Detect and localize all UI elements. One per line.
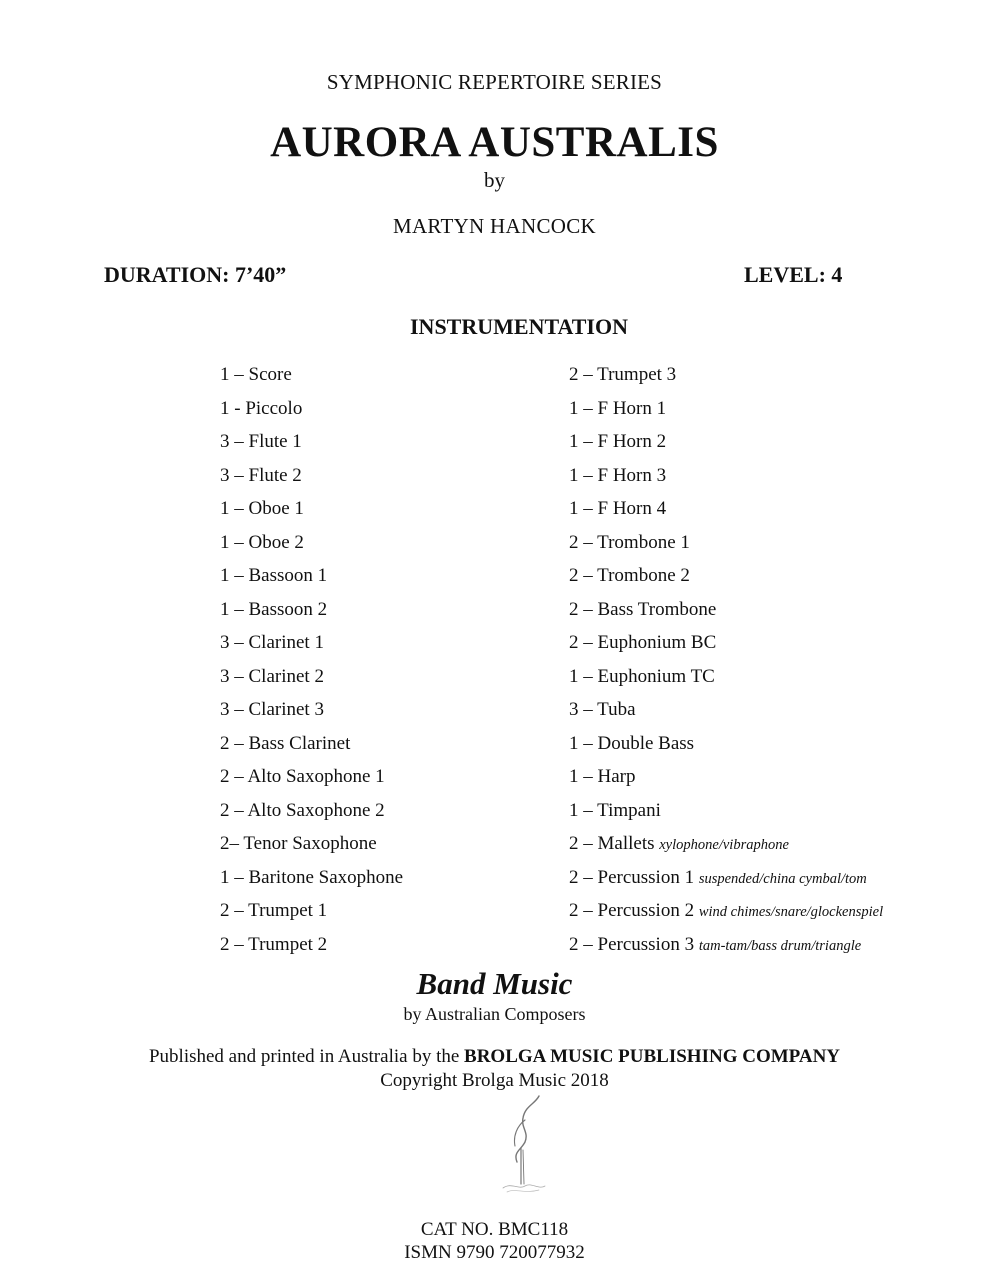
instrument-item [220, 628, 403, 662]
by-australian-composers: by Australian Composers [403, 1004, 586, 1024]
instrument-label: 1 – F Horn 1 [569, 397, 667, 419]
instrumentation-heading: INSTRUMENTATION [410, 314, 628, 339]
instrument-label: 2 – Trumpet 2 [220, 933, 328, 955]
instrument-list-right [569, 360, 883, 963]
series-title: SYMPHONIC REPERTOIRE SERIES [326, 70, 663, 94]
duration: DURATION: 7’40” [104, 262, 287, 287]
instrument-item [220, 461, 403, 495]
instrument-label: 3 – Clarinet 1 [220, 632, 324, 653]
publisher-name: BROLGA MUSIC PUBLISHING COMPANY [464, 1046, 841, 1067]
instrument-item [220, 829, 403, 863]
instrument-item [569, 762, 883, 796]
instrument-item [220, 561, 403, 595]
instrument-item [220, 695, 403, 729]
instrument-label: 2– Tenor Saxophone [220, 833, 377, 854]
instrument-label: 3 – Clarinet 2 [220, 665, 324, 687]
instrument-item [220, 863, 403, 897]
instrument-item [220, 662, 403, 696]
instrument-item [569, 461, 883, 495]
instrument-item [569, 729, 883, 763]
instrument-item [569, 863, 883, 897]
instrument-item [569, 427, 883, 461]
instrument-item [569, 930, 883, 964]
instrument-label: 1 – Baritone Saxophone [220, 866, 404, 888]
instrument-item [569, 595, 883, 629]
instrument-item [569, 662, 883, 696]
instrument-label: 1 – Timpani [569, 799, 661, 821]
instrument-label: 1 – Double Bass [569, 732, 695, 754]
publisher-line [0, 1046, 989, 1068]
instrument-item [220, 528, 403, 562]
instrument-label: 2 – Euphonium BC [569, 632, 717, 653]
instrument-note: wind chimes/snare/glockenspiel [698, 904, 884, 920]
instrument-item [569, 528, 883, 562]
instrument-list-left [220, 360, 403, 963]
instrument-item [220, 729, 403, 763]
instrument-label: 1 – Harp [569, 766, 636, 787]
instrument-item [220, 595, 403, 629]
instrument-label: 1 - Piccolo [220, 397, 303, 419]
instrument-label: 2 – Bass Clarinet [220, 732, 351, 754]
instrument-item [569, 896, 883, 930]
instrument-item [220, 394, 403, 428]
band-music-heading: Band Music [416, 966, 573, 1001]
instrument-item [220, 360, 403, 394]
instrument-item [569, 561, 883, 595]
instrument-label: 3 – Clarinet 3 [220, 699, 324, 720]
instrument-label: 2 – Percussion 1 [569, 866, 695, 888]
instrument-label: 2 – Trumpet 3 [569, 364, 677, 385]
instrument-label: 3 – Tuba [569, 699, 636, 720]
composer-name: MARTYN HANCOCK [392, 214, 597, 238]
instrument-item [220, 427, 403, 461]
instrument-label: 1 – F Horn 2 [569, 431, 667, 452]
instrument-label: 1 – F Horn 3 [569, 464, 667, 486]
instrument-item [220, 762, 403, 796]
instrument-note: tam-tam/bass drum/triangle [698, 937, 862, 954]
piece-title: AURORA AUSTRALIS [270, 119, 719, 166]
instrument-label: 1 – F Horn 4 [569, 498, 667, 519]
by-label: by [484, 168, 505, 192]
instrument-item [569, 360, 883, 394]
instrument-note: suspended/china cymbal/tom [698, 870, 867, 887]
instrument-label: 3 – Flute 1 [220, 431, 302, 452]
instrument-label: 2 – Alto Saxophone 1 [220, 766, 385, 787]
instrument-label: 1 – Euphonium TC [569, 665, 715, 687]
instrument-label: 2 – Percussion 3 [569, 933, 695, 955]
instrument-item [220, 494, 403, 528]
instrument-label: 1 – Oboe 2 [220, 531, 304, 553]
brolga-crane-logo-icon [495, 1092, 551, 1198]
copyright: Copyright Brolga Music 2018 [380, 1070, 609, 1091]
instrument-label: 2 – Percussion 2 [569, 900, 695, 921]
instrument-item [220, 896, 403, 930]
instrument-label: 2 – Mallets [569, 833, 655, 854]
instrument-item [569, 494, 883, 528]
published-prefix: Published and printed in Australia by the [148, 1046, 460, 1067]
instrument-item [569, 796, 883, 830]
instrument-label: 1 – Bassoon 1 [220, 565, 328, 586]
catalogue-number: CAT NO. BMC118 [420, 1219, 569, 1240]
instrument-label: 2 – Trombone 2 [569, 565, 690, 586]
instrument-item [569, 829, 883, 863]
instrument-item [569, 695, 883, 729]
instrument-label: 1 – Oboe 1 [220, 498, 304, 519]
instrument-label: 2 – Bass Trombone [569, 598, 717, 620]
instrument-label: 1 – Bassoon 2 [220, 598, 328, 620]
instrument-label: 3 – Flute 2 [220, 464, 302, 486]
ismn-number: ISMN 9790 720077932 [404, 1242, 585, 1263]
instrument-item [569, 394, 883, 428]
instrument-label: 1 – Score [220, 364, 292, 385]
instrument-item [569, 628, 883, 662]
instrument-label: 2 – Alto Saxophone 2 [220, 799, 385, 821]
instrument-item [220, 930, 403, 964]
instrument-label: 2 – Trumpet 1 [220, 900, 328, 921]
instrument-item [220, 796, 403, 830]
instrument-label: 2 – Trombone 1 [569, 531, 690, 553]
level: LEVEL: 4 [744, 262, 843, 287]
instrument-note: xylophone/vibraphone [659, 837, 789, 853]
